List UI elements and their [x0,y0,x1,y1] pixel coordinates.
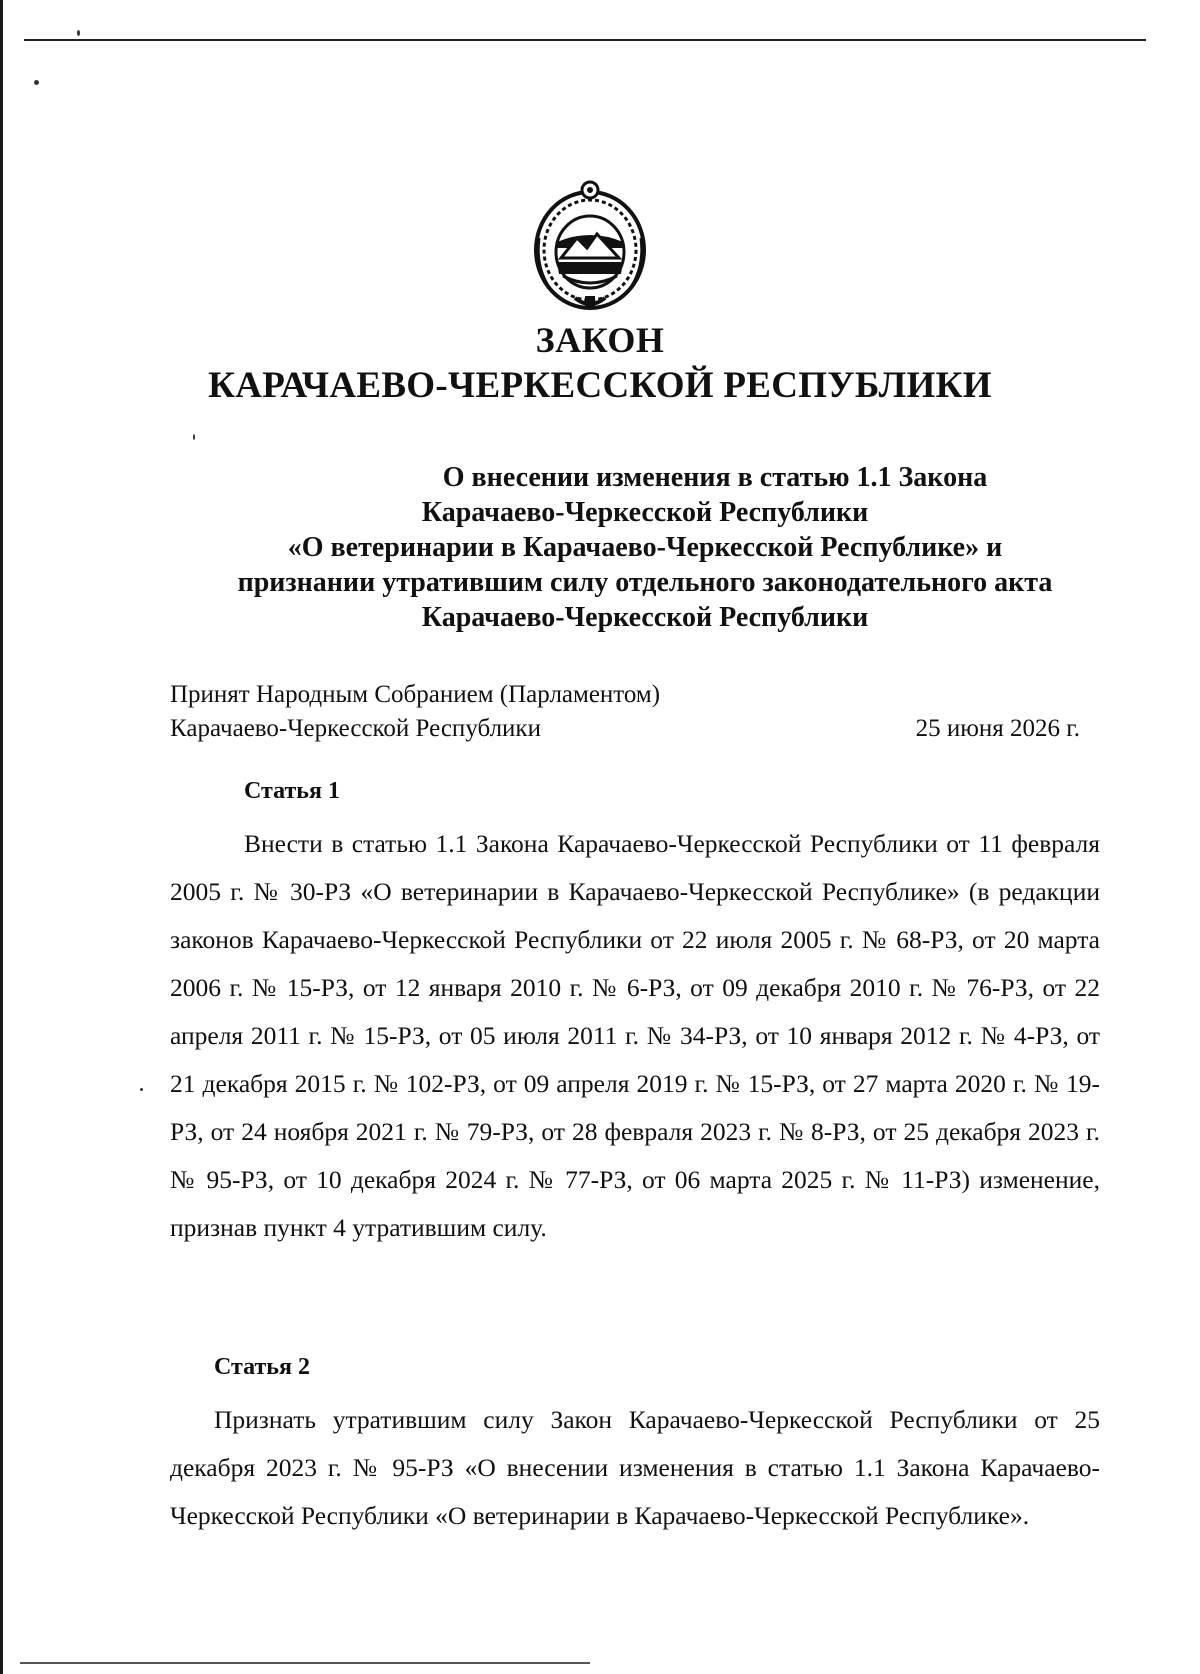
subject-line: О внесении изменения в статью 1.1 Закона [442,462,988,493]
scan-left-edge [0,0,3,1674]
law-subtitle: КАРАЧАЕВО-ЧЕРКЕССКОЙ РЕСПУБЛИКИ [208,365,992,406]
subject-line: Карачаево-Черкесской Республики [421,497,869,528]
subject-line: Карачаево-Черкесской Республики [421,602,869,633]
scan-speck [77,30,80,36]
law-subject [170,460,1120,635]
subject-line: «О ветеринарии в Карачаево-Черкесской Республике» и [287,532,1003,563]
adoption-block [170,678,1080,746]
article-2-title: Статья 2 [214,1354,310,1380]
scan-speck [140,1088,143,1091]
scan-top-rule [24,39,1146,41]
adoption-line-row [170,712,1080,746]
adoption-line: Принят Народным Собранием (Парламентом) [170,681,661,708]
subject-line: признании утратившим силу отдельного законодательного акта [237,567,1053,598]
scan-speck [193,434,195,440]
scan-speck [34,80,39,85]
law-title: ЗАКОН [535,320,665,360]
coat-of-arms-icon [531,178,649,312]
adoption-date: 25 июня 2026 г. [915,715,1080,742]
article-2-text: Признать утратившим силу Закон Карачаево-Черкесской Республики от 25 декабря 2023 г. № 95-РЗ «О внесении изменения в статью 1.1 Закона Карачаево-Черкесской Республики «О ветеринарии в Карачаево-Черкесской Республике». [170,1405,1100,1530]
article-1-text: Внести в статью 1.1 Закона Карачаево-Черкесской Республики от 11 февраля 2005 г. № 30-РЗ «О ветеринарии в Карачаево-Черкесской Республике» (в редакции законов Карачаево-Черкесской Республики от 22 июля 2005 г. № 68-РЗ, от 20 марта 2006 г. № 15-РЗ, от 12 января 2010 г. № 6-РЗ, от 09 декабря 2010 г. № 76-РЗ, от 22 апреля 2011 г. № 15-РЗ, от 05 июля 2011 г. № 34-РЗ, от 10 января 2012 г. № 4-РЗ, от 21 декабря 2015 г. № 102-РЗ, от 09 апреля 2019 г. № 15-РЗ, от 27 марта 2020 г. № 19-РЗ, от 24 ноября 2021 г. № 79-РЗ, от 28 февраля 2023 г. № 8-РЗ, от 25 декабря 2023 г. № 95-РЗ, от 10 декабря 2024 г. № 77-РЗ, от 06 марта 2025 г. № 11-РЗ) изменение, признав пункт 4 утратившим силу. [170,829,1100,1242]
article-1-title: Статья 1 [244,778,340,804]
scan-bottom-rule [20,1662,590,1664]
adoption-line: Карачаево-Черкесской Республики [170,715,541,742]
